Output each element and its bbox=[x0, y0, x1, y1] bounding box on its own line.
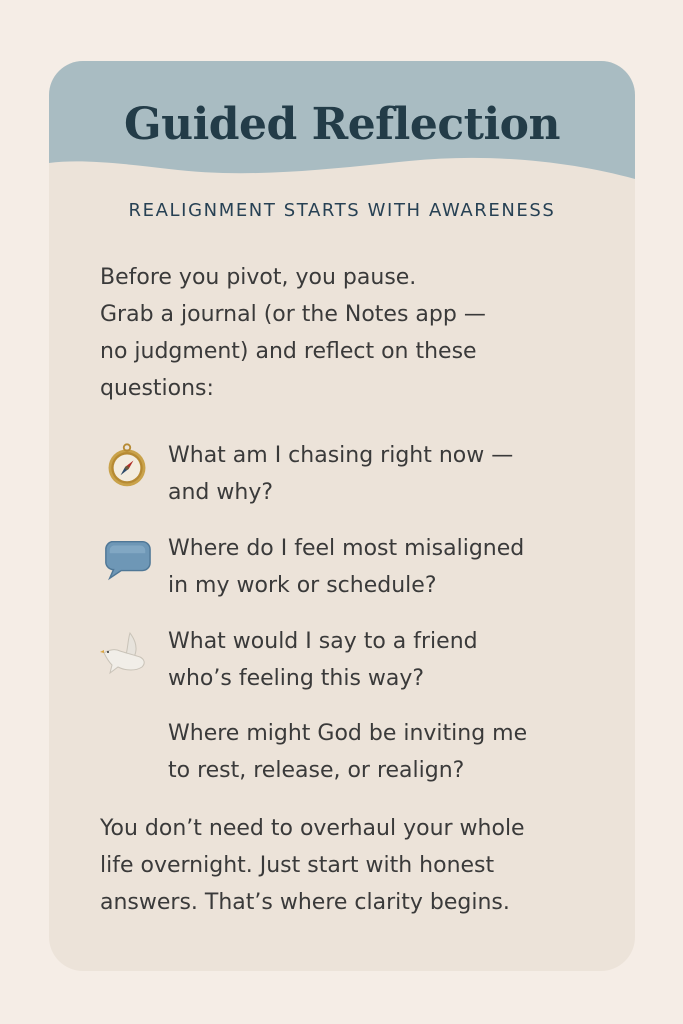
closing-line: life overnight. Just start with honest bbox=[100, 853, 495, 878]
question-line: What am I chasing right now — bbox=[168, 443, 514, 468]
intro-line: Before you pivot, you pause. bbox=[100, 265, 417, 290]
question-line: Where do I feel most misaligned bbox=[168, 536, 525, 561]
reflection-card bbox=[49, 61, 635, 971]
question-text bbox=[168, 530, 598, 604]
question-line: to rest, release, or realign? bbox=[168, 758, 465, 783]
compass-icon bbox=[103, 442, 151, 490]
speech-bubble-icon bbox=[102, 534, 152, 584]
question-line: and why? bbox=[168, 480, 274, 505]
question-line: What would I say to a friend bbox=[168, 629, 478, 654]
question-text bbox=[168, 623, 598, 697]
question-text bbox=[168, 437, 598, 511]
question-line: who’s feeling this way? bbox=[168, 666, 425, 691]
page-title: Guided Reflection bbox=[124, 99, 560, 150]
card-header bbox=[49, 61, 635, 191]
closing-line: You don’t need to overhaul your whole bbox=[100, 816, 525, 841]
closing-paragraph bbox=[100, 810, 600, 921]
closing-line: answers. That’s where clarity begins. bbox=[100, 890, 510, 915]
card-subtitle: REALIGNMENT STARTS WITH AWARENESS bbox=[128, 200, 556, 221]
question-line: in my work or schedule? bbox=[168, 573, 437, 598]
question-text bbox=[168, 715, 598, 789]
intro-line: questions: bbox=[100, 376, 214, 401]
question-line: Where might God be inviting me bbox=[168, 721, 528, 746]
dove-icon bbox=[100, 627, 152, 679]
intro-line: no judgment) and reflect on these bbox=[100, 339, 477, 364]
intro-line: Grab a journal (or the Notes app — bbox=[100, 302, 486, 327]
intro-paragraph bbox=[100, 259, 600, 407]
